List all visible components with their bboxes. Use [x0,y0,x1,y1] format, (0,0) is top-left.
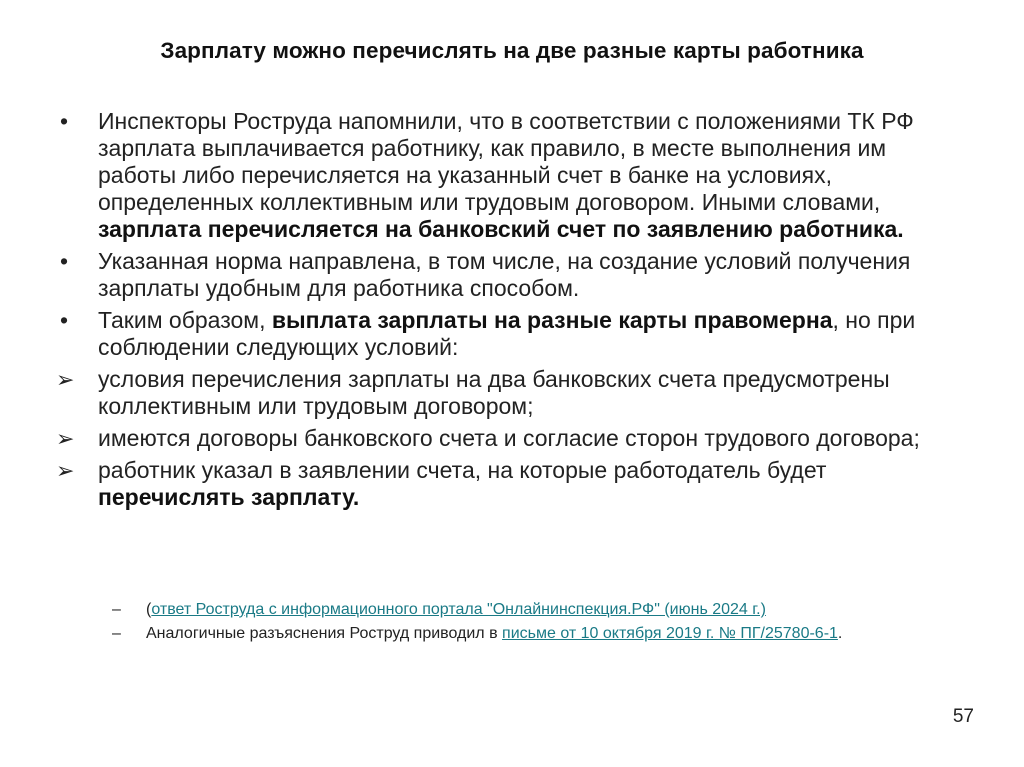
bullet-text: условия перечисления зарплаты на два банковских счета предусмотрены коллективным или трудовым договором; [98,366,890,419]
bullet-item-2 [56,248,956,302]
source-suffix: . [837,625,843,642]
arrow-bullet-icon: ➢ [56,458,75,483]
page-number: 57 [952,706,974,727]
bullet-text: Инспекторы Роструда напомнили, что в соответствии с положениями ТК РФ зарплата выплачивается работнику, как правило, в месте выполнения им работы либо перечисляется на указанный счет в банке на условиях, определенных коллективным или трудовым договором. Иными словами, [98,108,914,215]
bullet-text: работник указал в заявлении счета, на которые работодатель будет [98,457,827,483]
bullet-bold-text: зарплата перечисляется на банковский счет по заявлению работника. [98,216,904,242]
bullet-item-5 [56,425,956,452]
source-prefix: Аналогичные разъяснения Роструд приводил в [146,625,503,642]
bullet-item-3 [56,307,956,361]
bullet-list [56,108,956,516]
bullet-item-1 [56,108,956,243]
source-list [112,600,902,648]
source-item-1 [112,600,902,620]
dash-icon: – [112,625,121,642]
source-item-2 [112,624,902,644]
bullet-text: Таким образом, [98,307,272,333]
bullet-bold-text: выплата зарплаты на разные карты правомерна [271,307,833,333]
arrow-bullet-icon: ➢ [56,367,75,392]
bullet-dot-icon: • [60,108,69,134]
bullet-item-6 [56,457,956,511]
bullet-item-4 [56,366,956,420]
slide-title: Зарплату можно перечислять на две разные карты работника [160,38,864,63]
arrow-bullet-icon: ➢ [56,426,75,451]
bullet-bold-text: перечислять зарплату. [98,484,360,510]
dash-icon: – [112,601,121,618]
rostrud-answer-link[interactable]: ответ Роструда с информационного портала "Онлайнинспекция.РФ" (июнь 2024 г.) [151,601,766,618]
bullet-text-tail: , но при соблюдении следующих условий: [98,307,916,360]
bullet-dot-icon: • [60,248,69,274]
rostrud-letter-link[interactable]: письме от 10 октября 2019 г. № ПГ/25780-6-1 [502,625,838,642]
bullet-dot-icon: • [60,307,69,333]
source-prefix: ( [146,601,152,618]
bullet-text: Указанная норма направлена, в том числе, на создание условий получения зарплаты удобным для работника способом. [98,248,911,301]
bullet-text: имеются договоры банковского счета и согласие сторон трудового договора; [98,425,920,451]
